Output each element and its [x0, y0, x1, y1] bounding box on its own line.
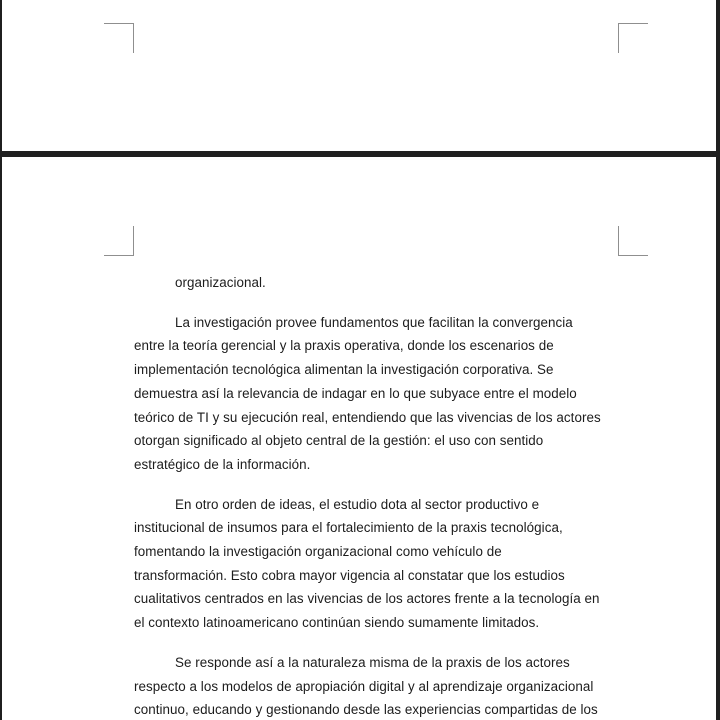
text-line: cualitativos centrados en las vivencias de los actores frente a la tecnología en [134, 591, 600, 607]
text-line: estratégico de la información. [134, 456, 311, 472]
text-line: demuestra así la relevancia de indagar en lo que subyace entre el modelo [134, 385, 577, 401]
current-page [2, 157, 716, 720]
paragraph-3 [134, 651, 624, 720]
text-line: otorgan significado al objeto central de la gestión: el uso con sentido [134, 433, 544, 449]
text-line: entre la teoría gerencial y la praxis operativa, donde los escenarios de [134, 338, 554, 354]
margin-corner-mark-top-right [618, 23, 648, 53]
text-line: teórico de TI y su ejecución real, entendiendo que las vivencias de los actores [134, 409, 601, 425]
paragraph-1 [134, 311, 624, 477]
text-line: En otro orden de ideas, el estudio dota al sector productivo e [175, 496, 540, 512]
text-line: fomentando la investigación organizacional como vehículo de [134, 544, 502, 560]
page-body-text [134, 271, 624, 720]
paragraph-continued [134, 271, 624, 295]
text-line: transformación. Esto cobra mayor vigencia al constatar que los estudios [134, 567, 565, 583]
text-line: institucional de insumos para el fortalecimiento de la praxis tecnológica, [134, 520, 563, 536]
text-line: respecto a los modelos de apropiación digital y al aprendizaje organizacional [134, 678, 594, 694]
text-line: el contexto latinoamericano continúan siendo sumamente limitados. [134, 615, 540, 631]
text-line: implementación tecnológica alimentan la investigación corporativa. Se [134, 362, 554, 378]
text-line: organizacional. [175, 275, 266, 290]
margin-corner-mark-right [618, 226, 648, 256]
text-line: continuo, educando y gestionando desde las experiencias compartidas de los [134, 702, 598, 718]
previous-page [2, 0, 716, 151]
margin-corner-mark-left [104, 226, 134, 256]
text-line: La investigación provee fundamentos que facilitan la convergencia [175, 314, 573, 330]
paragraph-2 [134, 493, 624, 635]
margin-corner-mark-top-left [104, 23, 134, 53]
text-line: Se responde así a la naturaleza misma de la praxis de los actores [175, 654, 570, 670]
